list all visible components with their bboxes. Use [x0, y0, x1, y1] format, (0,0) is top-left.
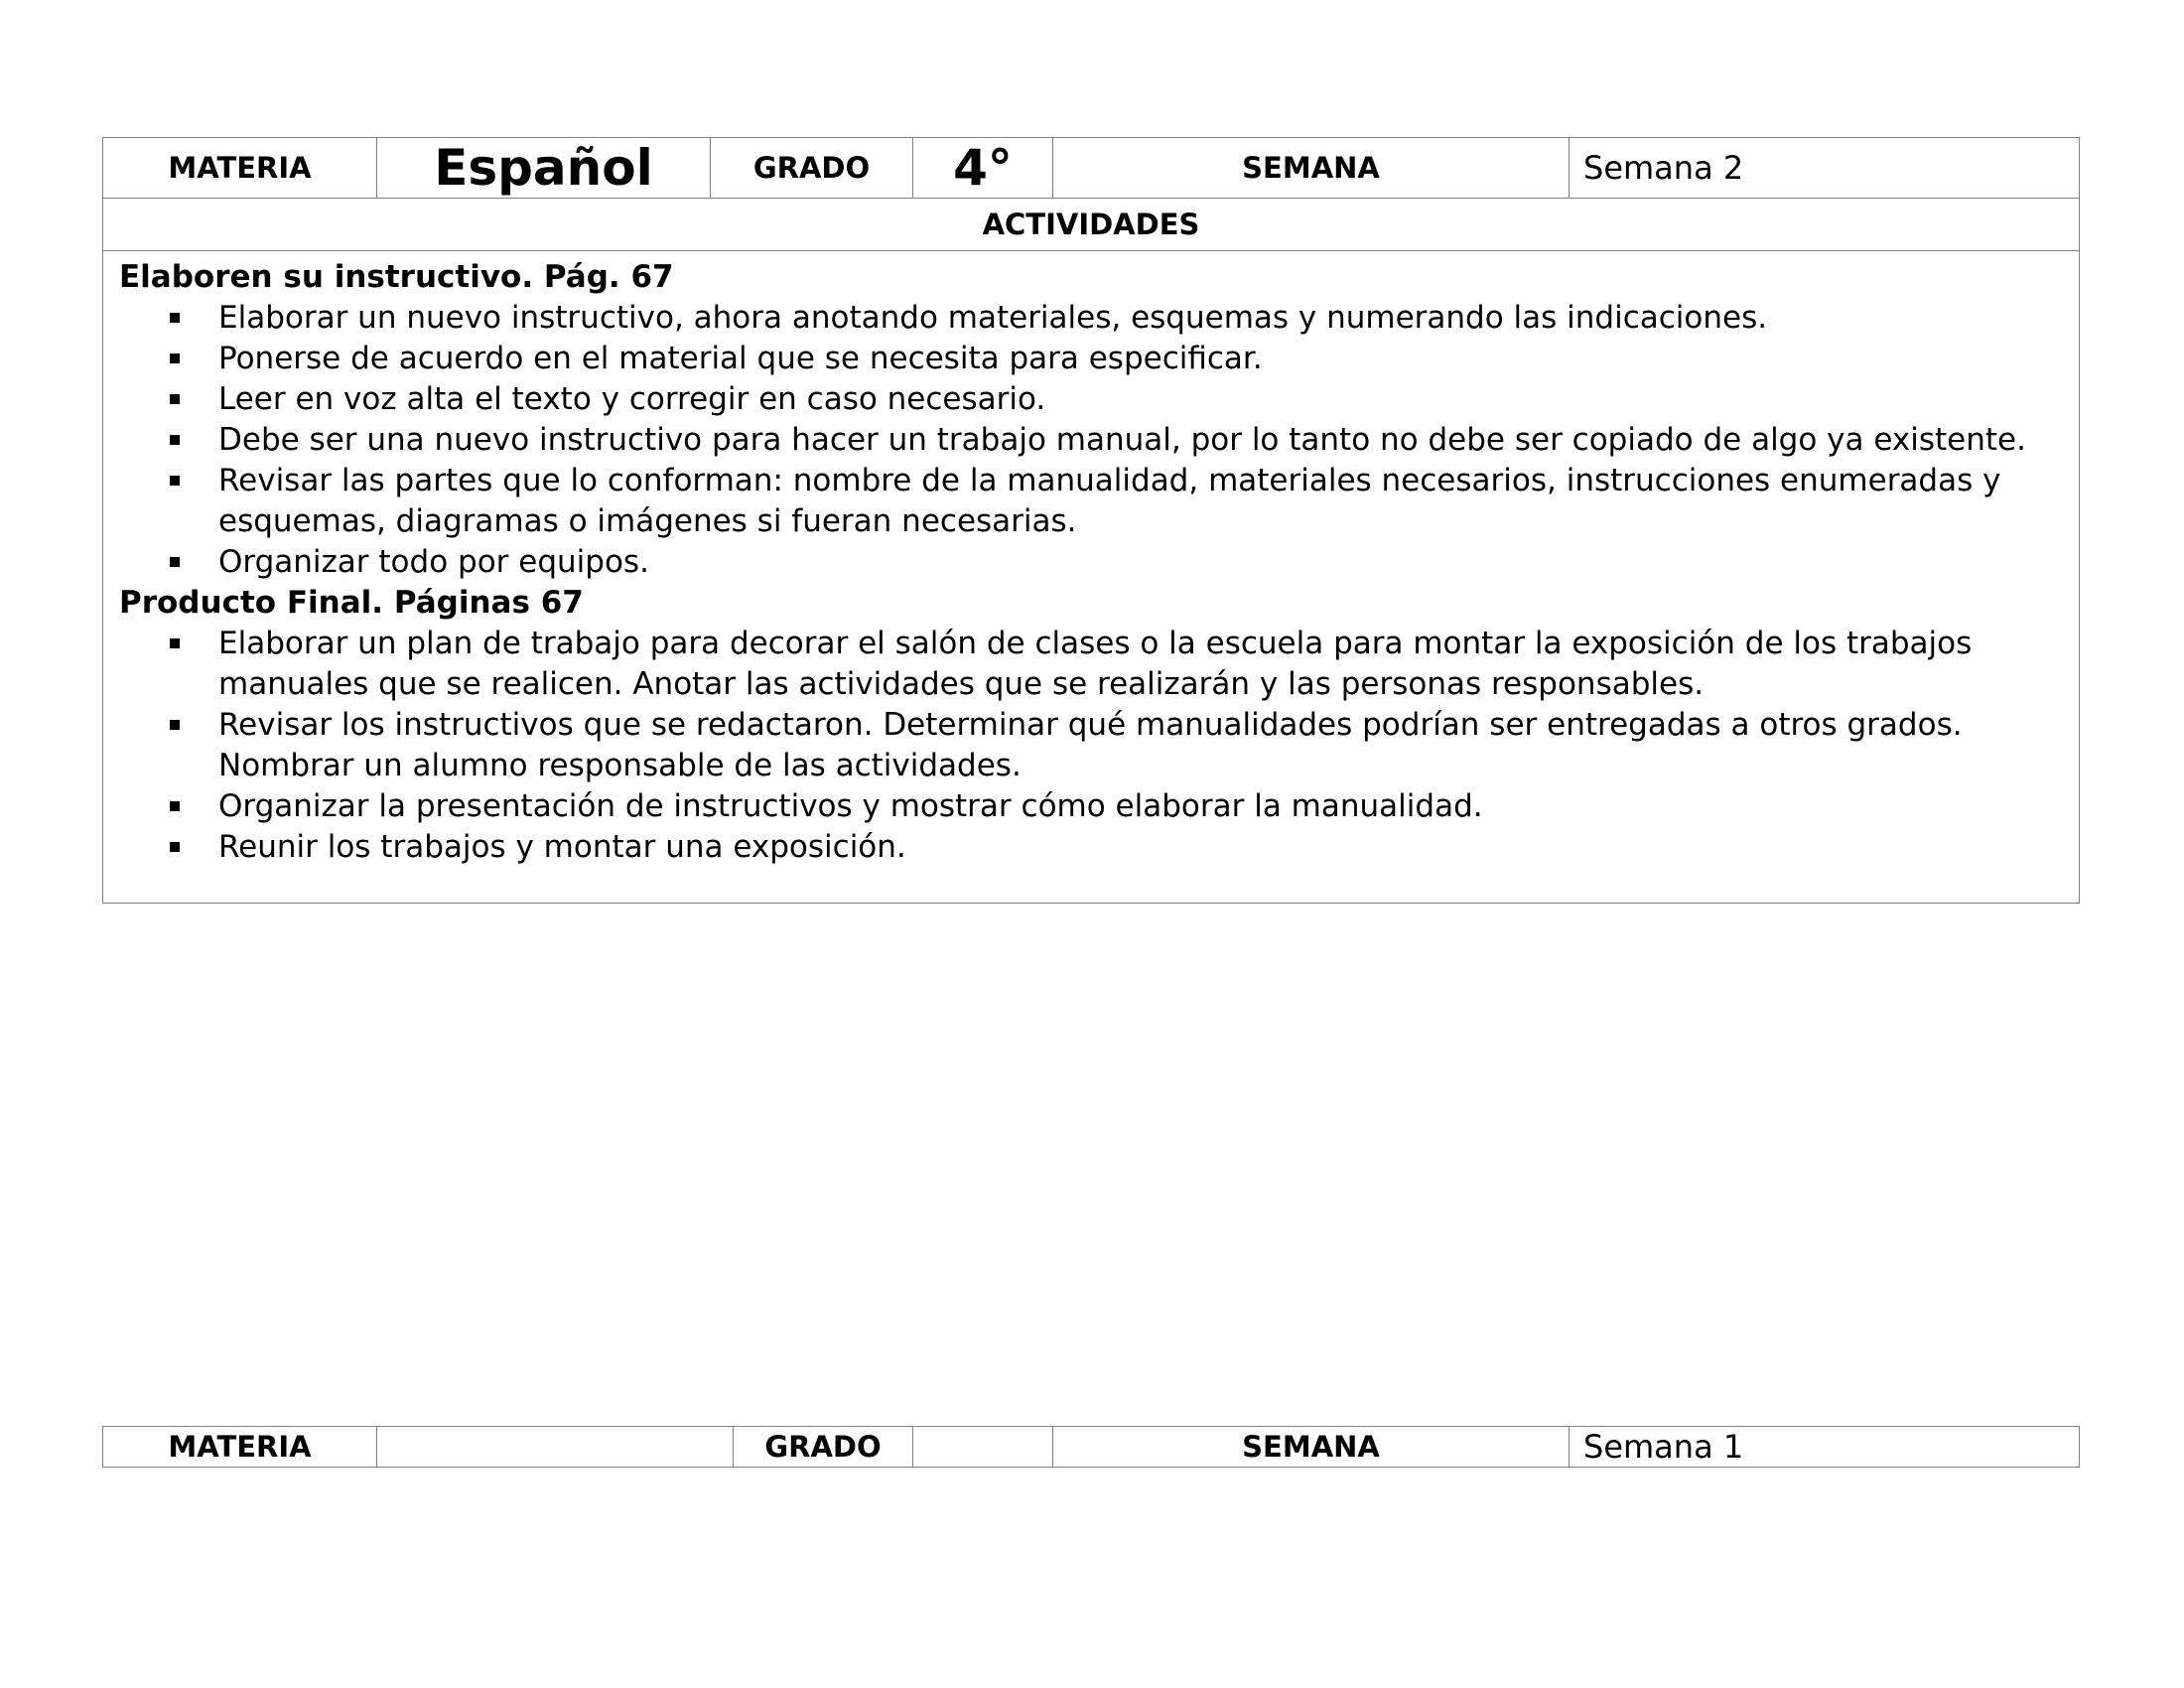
square-bullet-icon	[170, 435, 180, 445]
grado-value: 4°	[913, 138, 1053, 199]
list-item	[218, 461, 2063, 542]
square-bullet-icon	[170, 476, 180, 486]
list-item	[218, 339, 2063, 379]
materia-value: Español	[377, 138, 711, 199]
materia-label: MATERIA	[103, 138, 377, 199]
list-item	[218, 420, 2063, 461]
list-item	[218, 542, 2063, 583]
header-row	[103, 138, 2080, 199]
square-bullet-icon	[170, 720, 180, 730]
semana-label: SEMANA	[1053, 138, 1570, 199]
list-item-text: Organizar todo por equipos.	[218, 544, 649, 580]
semana-value: Semana 2	[1570, 138, 2080, 199]
grado-value	[913, 1427, 1053, 1468]
square-bullet-icon	[170, 313, 180, 323]
square-bullet-icon	[170, 638, 180, 648]
square-bullet-icon	[170, 394, 180, 404]
list-item	[218, 298, 2063, 339]
list-item	[218, 379, 2063, 420]
square-bullet-icon	[170, 842, 180, 852]
list-item-text: Debe ser una nuevo instructivo para hacer un trabajo manual, por lo tanto no debe ser copiado de algo ya existente.	[218, 422, 2026, 458]
activities-body	[103, 251, 2080, 904]
materia-value	[377, 1427, 734, 1468]
grado-label: GRADO	[734, 1427, 913, 1468]
weekly-plan-table-2	[102, 1426, 2080, 1468]
list-item	[218, 786, 2063, 827]
list-item-text: Ponerse de acuerdo en el material que se necesita para especificar.	[218, 341, 1263, 376]
list-item-text: Elaborar un nuevo instructivo, ahora anotando materiales, esquemas y numerando las indicaciones.	[218, 300, 1768, 336]
list-item	[218, 705, 2063, 786]
list-item-text: Elaborar un plan de trabajo para decorar el salón de clases o la escuela para montar la exposición de los trabajos manuales que se realicen. Anotar las actividades que se realizarán y las personas responsables.	[218, 626, 1973, 702]
section-item-list	[119, 624, 2063, 868]
square-bullet-icon	[170, 801, 180, 811]
list-item	[218, 827, 2063, 868]
square-bullet-icon	[170, 557, 180, 567]
square-bullet-icon	[170, 353, 180, 363]
list-item-text: Revisar los instructivos que se redactaron. Determinar qué manualidades podrían ser entregadas a otros grados. Nombrar un alumno responsable de las actividades.	[218, 707, 1963, 783]
activities-heading: ACTIVIDADES	[103, 199, 2080, 251]
weekly-plan-table	[102, 137, 2080, 904]
semana-label: SEMANA	[1053, 1427, 1570, 1468]
section-title: Elaboren su instructivo. Pág. 67	[119, 259, 674, 295]
grado-label: GRADO	[711, 138, 913, 199]
semana-value: Semana 1	[1570, 1427, 2080, 1468]
materia-label: MATERIA	[103, 1427, 377, 1468]
list-item-text: Revisar las partes que lo conforman: nombre de la manualidad, materiales necesarios, instrucciones enumeradas y esquemas, diagramas o imágenes si fueran necesarias.	[218, 463, 2001, 539]
section-title: Producto Final. Páginas 67	[119, 585, 584, 621]
list-item-text: Organizar la presentación de instructivos y mostrar cómo elaborar la manualidad.	[218, 788, 1483, 824]
list-item-text: Leer en voz alta el texto y corregir en caso necesario.	[218, 381, 1046, 417]
header-row	[103, 1427, 2080, 1468]
list-item	[218, 624, 2063, 705]
section-item-list	[119, 298, 2063, 583]
list-item-text: Reunir los trabajos y montar una exposición.	[218, 829, 906, 865]
